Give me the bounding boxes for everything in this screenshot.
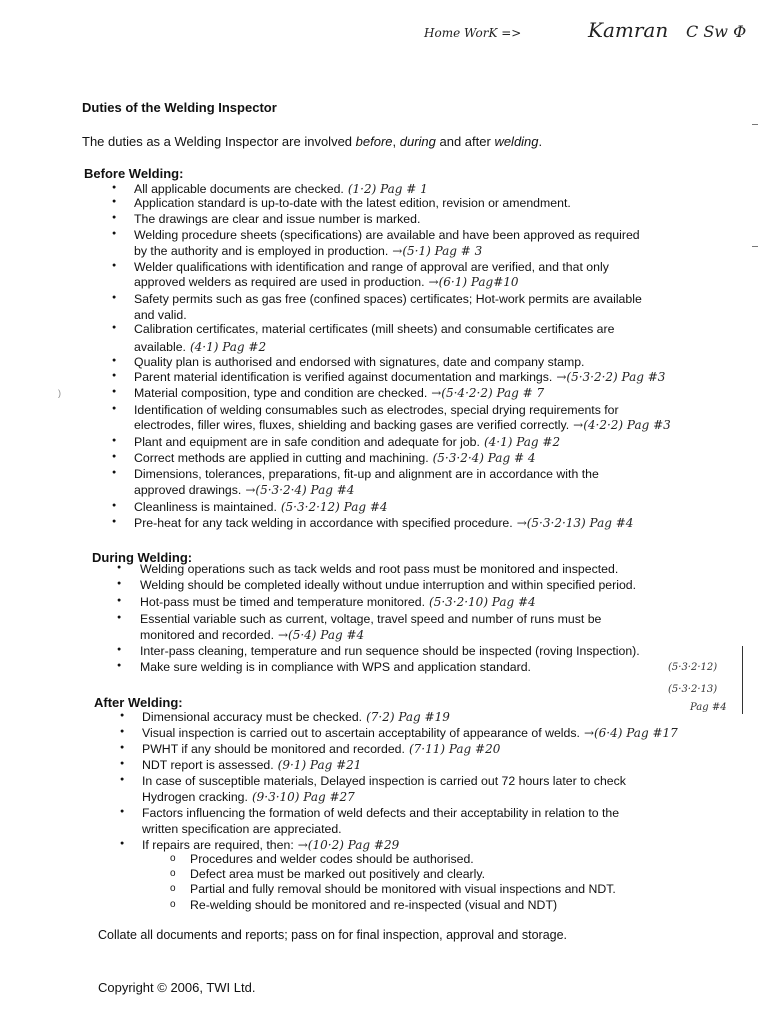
list-item (140, 562, 618, 576)
list-item (134, 516, 633, 530)
list-item (134, 292, 642, 306)
intro-text: The duties as a Welding Inspector are involved before, during and after welding. (82, 134, 543, 149)
list-item (134, 435, 560, 449)
student-code: C Sw Φ (686, 22, 747, 41)
list-item (134, 451, 535, 465)
list-item (134, 483, 354, 497)
bullet: ● (117, 580, 122, 587)
item-text: Welding procedure sheets (specifications) are available and have been approved as required (134, 228, 640, 242)
handwritten-reference: →(4·2·2) Pag #3 (573, 418, 671, 432)
bullet: ● (117, 662, 122, 669)
list-item (140, 628, 364, 642)
bullet: ● (120, 744, 125, 751)
list-item (142, 774, 626, 788)
list-item (142, 742, 500, 756)
sub-list-item: Re-welding should be monitored and re-inspected (visual and NDT) (190, 898, 558, 912)
sub-list-item: Defect area must be marked out positively and clearly. (190, 867, 486, 881)
list-item (134, 340, 266, 354)
list-item (142, 838, 399, 852)
homework-note: Home WorK => (424, 26, 522, 40)
bullet: ● (112, 357, 117, 364)
handwritten-reference: (1·2) Pag # 1 (347, 182, 428, 196)
margin-mark (752, 124, 758, 125)
bullet: ● (120, 840, 125, 847)
bullet: ● (112, 405, 117, 412)
list-item (140, 660, 531, 674)
handwritten-reference: →(6·4) Pag #17 (583, 726, 678, 740)
item-text: Inter-pass cleaning, temperature and run sequence should be inspected (roving Inspection). (140, 644, 640, 658)
side-note: Pag #4 (690, 702, 727, 713)
page-title: Duties of the Welding Inspector (82, 100, 277, 115)
during-heading: During Welding: (92, 550, 193, 565)
item-text: Dimensional accuracy must be checked. (142, 710, 363, 724)
bullet: ● (120, 808, 125, 815)
bracket-mark (736, 646, 743, 714)
bullet: ● (117, 564, 122, 571)
item-text: Welder qualifications with identification and range of approval are verified, and that only (134, 260, 609, 274)
bullet: ● (112, 230, 117, 237)
bullet: ● (112, 324, 117, 331)
handwritten-reference: (5·3·2·12) Pag #4 (280, 500, 388, 514)
margin-mark (752, 246, 758, 247)
list-item (134, 403, 619, 417)
item-text: Dimensions, tolerances, preparations, fit-up and alignment are in accordance with the (134, 467, 599, 481)
handwritten-reference: (9·1) Pag #21 (277, 758, 362, 772)
handwritten-reference: →(5·1) Pag # 3 (392, 244, 483, 258)
bullet: ● (112, 437, 117, 444)
item-text: Identification of welding consumables such as electrodes, special drying requirements for (134, 403, 619, 417)
handwritten-reference: →(5·4·2·2) Pag # 7 (431, 386, 545, 400)
list-item (134, 355, 584, 369)
item-text: available. (134, 340, 186, 354)
list-item (142, 790, 355, 804)
item-text: Hot-pass must be timed and temperature monitored. (140, 595, 426, 609)
sub-bullet: o (170, 883, 176, 894)
bullet: ● (117, 597, 122, 604)
item-text: Plant and equipment are in safe condition and adequate for job. (134, 435, 480, 449)
list-item (134, 275, 519, 289)
list-item (142, 710, 450, 724)
bullet: ● (112, 198, 117, 205)
handwritten-reference: (5·3·2·4) Pag # 4 (432, 451, 536, 465)
bullet: ● (120, 728, 125, 735)
bullet: ● (117, 614, 122, 621)
sub-bullet: o (170, 853, 176, 864)
bullet: ● (112, 184, 117, 191)
item-text: Welding operations such as tack welds and root pass must be monitored and inspected. (140, 562, 619, 576)
side-note: (5·3·2·13) (668, 684, 718, 695)
bullet: ● (117, 646, 122, 653)
item-text: Factors influencing the formation of weld defects and their acceptability in relation to the (142, 806, 620, 820)
item-text: Parent material identification is verified against documentation and markings. (134, 370, 553, 384)
collate-text: Collate all documents and reports; pass on for final inspection, approval and storage. (98, 928, 568, 942)
before-heading: Before Welding: (84, 166, 184, 181)
list-item (142, 822, 342, 836)
list-item (134, 228, 640, 242)
item-text: Essential variable such as current, voltage, travel speed and number of runs must be (140, 612, 602, 626)
list-item (134, 386, 544, 400)
item-text: by the authority and is employed in production. (134, 244, 389, 258)
handwritten-reference: (5·3·2·10) Pag #4 (429, 595, 536, 609)
list-item (134, 467, 599, 481)
bullet: ● (112, 453, 117, 460)
handwritten-reference: (4·1) Pag #2 (189, 340, 267, 354)
copyright: Copyright © 2006, TWI Ltd. (98, 980, 256, 995)
handwritten-reference: →(10·2) Pag #29 (297, 838, 400, 852)
handwritten-reference: →(5·4) Pag #4 (277, 628, 365, 642)
list-item (134, 244, 482, 258)
bullet: ● (112, 294, 117, 301)
after-heading: After Welding: (94, 695, 183, 710)
list-item (140, 612, 601, 626)
handwritten-reference: →(6·1) Pag#10 (428, 275, 519, 289)
item-text: Quality plan is authorised and endorsed with signatures, date and company stamp. (134, 355, 585, 369)
list-item (134, 418, 671, 432)
list-item (134, 500, 388, 514)
sub-list-item: Partial and fully removal should be monitored with visual inspections and NDT. (190, 882, 616, 896)
item-text: Visual inspection is carried out to ascertain acceptability of appearance of welds. (142, 726, 580, 740)
list-item (140, 578, 636, 592)
item-text: approved drawings. (134, 483, 242, 497)
bullet: ● (112, 502, 117, 509)
sub-bullet: o (170, 899, 176, 910)
bullet: ● (120, 712, 125, 719)
list-item (134, 308, 187, 322)
list-item (140, 644, 640, 658)
sub-list-item: Procedures and welder codes should be authorised. (190, 852, 474, 866)
list-item (134, 212, 420, 226)
handwritten-reference: (7·2) Pag #19 (366, 710, 450, 724)
item-text: monitored and recorded. (140, 628, 274, 642)
list-item (142, 726, 678, 740)
scan-mark: ) (58, 388, 61, 398)
bullet: ● (120, 776, 125, 783)
sub-bullet: o (170, 868, 176, 879)
list-item (134, 260, 609, 274)
list-item (134, 370, 665, 384)
item-text: Application standard is up-to-date with the latest edition, revision or amendment. (134, 196, 571, 210)
student-name: Kamran (588, 18, 669, 42)
item-text: approved welders as required are used in production. (134, 275, 425, 289)
handwritten-reference: →(5·3·2·4) Pag #4 (245, 483, 355, 497)
handwritten-reference: (7·11) Pag #20 (408, 742, 501, 756)
bullet: ● (112, 262, 117, 269)
item-text: The drawings are clear and issue number is marked. (134, 212, 421, 226)
list-item (134, 196, 571, 210)
handwritten-reference: →(5·3·2·2) Pag #3 (556, 370, 666, 384)
item-text: Hydrogen cracking. (142, 790, 248, 804)
item-text: In case of susceptible materials, Delayed inspection is carried out 72 hours later to check (142, 774, 626, 788)
item-text: written specification are appreciated. (142, 822, 342, 836)
list-item (134, 182, 428, 196)
list-item (142, 806, 619, 820)
item-text: Calibration certificates, material certificates (mill sheets) and consumable certificates are (134, 322, 615, 336)
item-text: If repairs are required, then: (142, 838, 294, 852)
bullet: ● (112, 469, 117, 476)
bullet: ● (112, 518, 117, 525)
item-text: Cleanliness is maintained. (134, 500, 277, 514)
bullet: ● (120, 760, 125, 767)
item-text: PWHT if any should be monitored and recorded. (142, 742, 405, 756)
handwritten-reference: (9·3·10) Pag #27 (251, 790, 355, 804)
item-text: Welding should be completed ideally without undue interruption and within specified period. (140, 578, 637, 592)
item-text: Make sure welding is in compliance with WPS and application standard. (140, 660, 531, 674)
item-text: and valid. (134, 308, 187, 322)
item-text: Correct methods are applied in cutting and machining. (134, 451, 429, 465)
item-text: Material composition, type and condition are checked. (134, 386, 428, 400)
side-note: (5·3·2·12) (668, 662, 718, 673)
item-text: electrodes, filler wires, fluxes, shielding and backing gases are verified correctly. (134, 418, 570, 432)
handwritten-reference: (4·1) Pag #2 (483, 435, 561, 449)
list-item (134, 322, 614, 336)
bullet: ● (112, 214, 117, 221)
item-text: All applicable documents are checked. (134, 182, 344, 196)
item-text: Safety permits such as gas free (confined spaces) certificates; Hot-work permits are available (134, 292, 642, 306)
handwritten-reference: →(5·3·2·13) Pag #4 (516, 516, 634, 530)
bullet: ● (112, 388, 117, 395)
list-item (142, 758, 361, 772)
bullet: ● (112, 372, 117, 379)
item-text: NDT report is assessed. (142, 758, 274, 772)
list-item (140, 595, 536, 609)
item-text: Pre-heat for any tack welding in accordance with specified procedure. (134, 516, 513, 530)
